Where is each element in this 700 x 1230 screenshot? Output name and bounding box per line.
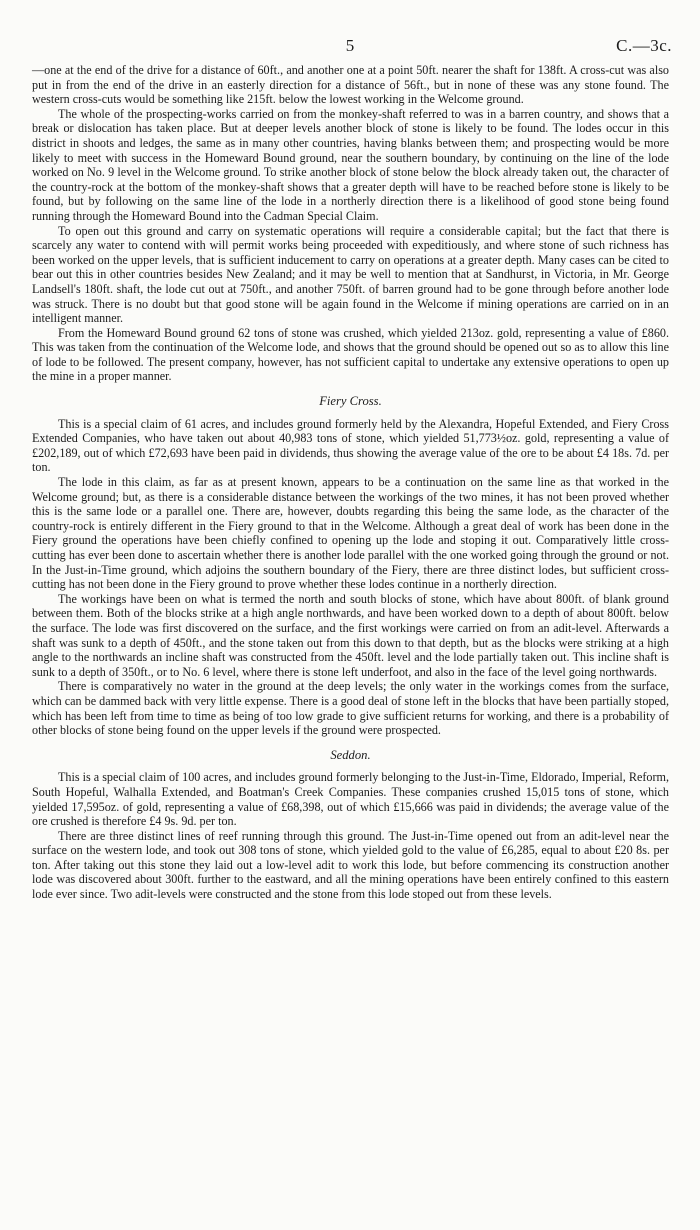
paragraph: There are three distinct lines of reef running through this ground. The Just-in-Time opened out from an adit-level near the surface on the western lode, and took out 308 tons of stone, which yielded gold to the value of £6,285, equal to about £20 8s. per ton. After taking out this stone they laid out a low-level adit to work this lode, but before commencing its construction another lode was discovered about 300ft. further to the eastward, and all the mining operations have been entirely confined to this eastern lode ever since. Two adit-levels were constructed and the stone from this lode stoped out from these levels. — [32, 828, 669, 902]
paragraph: From the Homeward Bound ground 62 tons of stone was crushed, which yielded 213oz. gold, representing a value of £860. This was taken from the continuation of the Welcome lode, and shows that the ground should be opened out so as to allow this line of lode to be followed. The present company, however, has not sufficient capital to undertake any extensive operations to open up the mine in a proper manner. — [32, 325, 669, 384]
section-heading-fiery-cross: Fiery Cross. — [319, 394, 382, 409]
paragraph: The whole of the prospecting-works carried on from the monkey-shaft referred to was in a barren country, and shows that a break or dislocation has taken place. But at deeper levels another block of stone is likely to be found. The lodes occur in this district in shoots and ledges, the same as in many other countries, having blanks between them; and prospecting would be more likely to meet with success in the Homeward Bound ground, near the southern boundary, by continuing on the line of the lode worked on No. 9 level in the Welcome ground. To strike another block of stone below the block already taken out, the character of the country-rock at the bottom of the monkey-shaft shows that a greater depth will have to be reached before stone is likely to be found, but by following on the same line of the lode in a northerly direction there is a likelihood of good stone being found running through the Homeward Bound into the Cadman Special Claim. — [32, 106, 669, 223]
paragraph: There is comparatively no water in the ground at the deep levels; the only water in the workings comes from the surface, which can be dammed back with very little expense. There is a good deal of stone left in the blocks that have been partially stoped, which has been left from time to time as being of too low grade to give sufficient returns for working, and there is a probability of other blocks of stone being found on the upper levels if the ground were prospected. — [32, 679, 669, 738]
document-body — [32, 63, 669, 902]
section-heading-seddon: Seddon. — [330, 747, 371, 762]
paragraph: The lode in this claim, as far as at present known, appears to be a continuation on the same line as that worked in the Welcome ground; but, as there is a considerable distance between the workings of the two mines, it has not been proved whether this is the same lode or a parallel one. There are, however, doubts regarding this being the same lode, as the character of the country-rock is entirely different in the Fiery ground to that in the Welcome. Although a great deal of work has been done in the Fiery ground the operations have been chiefly confined to opening up the lode and stoping it out. Comparatively little cross-cutting has ever been done to ascertain whether there is another lode parallel with the one worked going through the ground or not. In the Just-in-Time ground, which adjoins the southern boundary of the Fiery, there are three distinct lodes, but sufficient cross-cutting has not been done in the Fiery ground to prove whether these lodes continue in a northerly direction. — [32, 475, 669, 592]
paragraph: To open out this ground and carry on systematic operations will require a considerable capital; but the fact that there is scarcely any water to contend with will permit works being proceeded with expeditiously, and where stone of such richness has been worked on the upper levels, that is sufficient inducement to carry on operations at a greater depth. Many cases can be cited to bear out this in other countries besides New Zealand; and it may be well to mention that at Sandhurst, in Victoria, in Mr. George Landsell's 180ft. shaft, the lode cut out at 750ft., and another 750ft. of barren ground had to be gone through before another lode was struck. There is no doubt but that good stone will be again found in the Welcome if mining operations are carried on in an intelligent manner. — [32, 223, 669, 326]
paragraph: —one at the end of the drive for a distance of 60ft., and another one at a point 50ft. nearer the shaft for 138ft. A cross-cut was also put in from the end of the drive in an easterly direction for a distance of 56ft., but in none of these was any stone found. The western cross-cuts would be something like 215ft. below the lowest working in the Welcome ground. — [32, 63, 669, 107]
paragraph: This is a special claim of 61 acres, and includes ground formerly held by the Alexandra, Hopeful Extended, and Fiery Cross Extended Companies, who have taken out about 40,983 tons of stone, which yielded 51,773½oz. gold, representing a value of £202,189, out of which £72,693 have been paid in dividends, thus showing the average value of the ore to be about £4 18s. 7d. per ton. — [32, 416, 669, 475]
paragraph: The workings have been on what is termed the north and south blocks of stone, which have about 800ft. of blank ground between them. Both of the blocks strike at a high angle northwards, and have been worked down to a depth of about 800ft. below the surface. The lode was first discovered on the surface, and the first workings were carried on from an adit-level. Afterwards a shaft was sunk to a depth of 450ft., and the stone taken out from this down to that depth, but as the blocks were striking at a high angle to the northwards an incline shaft was constructed from the 450ft. level and the lode partially taken out. This incline shaft is sunk to a depth of 350ft., or to No. 6 level, where there is stone left underfoot, and also in the face of the level going northwards. — [32, 591, 669, 679]
page-reference: C.—3c. — [616, 36, 672, 55]
paragraph: This is a special claim of 100 acres, and includes ground formerly belonging to the Just-in-Time, Eldorado, Imperial, Reform, South Hopeful, Walhalla Extended, and Boatman's Creek Companies. These companies crushed 15,015 tons of stone, which yielded 17,595oz. of gold, representing a value of £68,398, out of which £15,666 was paid in dividends; the average value of the ore crushed is therefore £4 9s. 9d. per ton. — [32, 770, 669, 829]
page-header — [0, 36, 700, 56]
page-number: 5 — [345, 36, 355, 55]
